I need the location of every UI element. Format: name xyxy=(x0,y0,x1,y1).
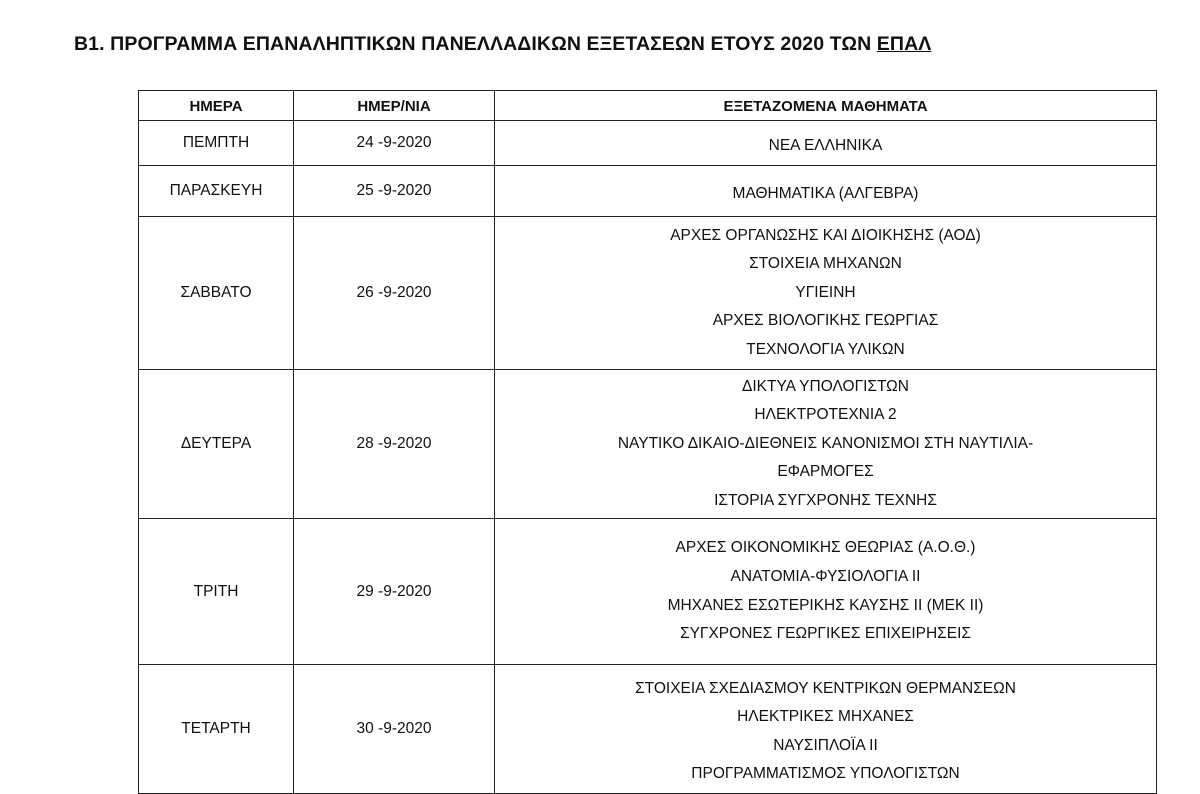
header-subjects: ΕΞΕΤΑΖΟΜΕΝΑ ΜΑΘΗΜΑΤΑ xyxy=(495,91,1157,121)
subject-line: ΤΕΧΝΟΛΟΓΙΑ ΥΛΙΚΩΝ xyxy=(746,340,905,358)
subject-line: ΝΑΥΤΙΚΟ ΔΙΚΑΙΟ-ΔΙΕΘΝΕΙΣ ΚΑΝΟΝΙΣΜΟΙ ΣΤΗ ΝΑΥΤΙΛΙΑ- xyxy=(617,434,1034,452)
date-cell: 28 -9-2020 xyxy=(294,370,495,519)
table-header-row xyxy=(139,91,1157,121)
subject-line: ΕΦΑΡΜΟΓΕΣ xyxy=(777,463,874,481)
day-cell: ΤΡΙΤΗ xyxy=(139,519,294,665)
table-row xyxy=(139,166,1157,217)
header-date: ΗΜΕΡ/ΝΙΑ xyxy=(294,91,495,121)
table-row xyxy=(139,217,1157,370)
subjects-cell xyxy=(495,121,1157,166)
subjects-cell xyxy=(495,665,1157,794)
day-cell: ΠΕΜΠΤΗ xyxy=(139,121,294,166)
subject-line: ΗΛΕΚΤΡΟΤΕΧΝΙΑ 2 xyxy=(754,406,897,424)
date-cell: 25 -9-2020 xyxy=(294,166,495,217)
subject-line: ΝΑΥΣΙΠΛΟΪΑ ΙΙ xyxy=(773,736,878,754)
subject-line: ΑΡΧΕΣ ΟΙΚΟΝΟΜΙΚΗΣ ΘΕΩΡΙΑΣ (Α.Ο.Θ.) xyxy=(675,539,976,557)
table-row xyxy=(139,519,1157,665)
table-row xyxy=(139,121,1157,166)
table-row xyxy=(139,370,1157,519)
subject-line: ΜΑΘΗΜΑΤΙΚΑ (ΑΛΓΕΒΡΑ) xyxy=(732,184,919,202)
subjects-cell xyxy=(495,370,1157,519)
date-cell: 26 -9-2020 xyxy=(294,217,495,370)
date-cell: 30 -9-2020 xyxy=(294,665,495,794)
header-day: ΗΜΕΡΑ xyxy=(139,91,294,121)
day-cell: ΠΑΡΑΣΚΕΥΗ xyxy=(139,166,294,217)
date-cell: 24 -9-2020 xyxy=(294,121,495,166)
day-cell: ΤΕΤΑΡΤΗ xyxy=(139,665,294,794)
subjects-cell xyxy=(495,519,1157,665)
date-cell: 29 -9-2020 xyxy=(294,519,495,665)
exam-schedule-table xyxy=(138,90,1157,794)
page-title xyxy=(74,33,1154,56)
subjects-cell xyxy=(495,217,1157,370)
subject-line: ΣΤΟΙΧΕΙΑ ΣΧΕΔΙΑΣΜΟΥ ΚΕΝΤΡΙΚΩΝ ΘΕΡΜΑΝΣΕΩΝ xyxy=(635,679,1016,697)
subject-line: ΑΡΧΕΣ ΟΡΓΑΝΩΣΗΣ ΚΑΙ ΔΙΟΙΚΗΣΗΣ (ΑΟΔ) xyxy=(670,226,981,244)
subject-line: ΥΓΙΕΙΝΗ xyxy=(795,283,856,301)
subject-line: ΗΛΕΚΤΡΙΚΕΣ ΜΗΧΑΝΕΣ xyxy=(737,708,914,726)
subject-line: ΔΙΚΤΥΑ ΥΠΟΛΟΓΙΣΤΩΝ xyxy=(742,377,909,395)
day-cell: ΣΑΒΒΑΤΟ xyxy=(139,217,294,370)
subject-line: ΙΣΤΟΡΙΑ ΣΥΓΧΡΟΝΗΣ ΤΕΧΝΗΣ xyxy=(714,491,937,509)
subject-line: ΣΥΓΧΡΟΝΕΣ ΓΕΩΡΓΙΚΕΣ ΕΠΙΧΕΙΡΗΣΕΙΣ xyxy=(680,625,971,643)
subject-line: ΑΡΧΕΣ ΒΙΟΛΟΓΙΚΗΣ ΓΕΩΡΓΙΑΣ xyxy=(712,312,939,330)
subjects-cell xyxy=(495,166,1157,217)
subject-line: ΣΤΟΙΧΕΙΑ ΜΗΧΑΝΩΝ xyxy=(749,255,902,273)
subject-line: ΝΕΑ ΕΛΛΗΝΙΚΑ xyxy=(768,136,883,154)
subject-line: ΠΡΟΓΡΑΜΜΑΤΙΣΜΟΣ ΥΠΟΛΟΓΙΣΤΩΝ xyxy=(691,765,960,783)
title-text: Β1. ΠΡΟΓΡΑΜΜΑ ΕΠΑΝΑΛΗΠΤΙΚΩΝ ΠΑΝΕΛΛΑΔΙΚΩΝ ΕΞΕΤΑΣΕΩΝ ΕΤΟΥΣ 2020 ΤΩΝ xyxy=(74,33,877,55)
table-row xyxy=(139,665,1157,794)
subject-line: ΜΗΧΑΝΕΣ ΕΣΩΤΕΡΙΚΗΣ ΚΑΥΣΗΣ ΙΙ (ΜΕΚ ΙΙ) xyxy=(667,596,984,614)
title-underlined-text: ΕΠΑΛ xyxy=(876,33,932,55)
subject-line: ΑΝΑΤΟΜΙΑ-ΦΥΣΙΟΛΟΓΙΑ ΙΙ xyxy=(730,567,921,585)
day-cell: ΔΕΥΤΕΡΑ xyxy=(139,370,294,519)
